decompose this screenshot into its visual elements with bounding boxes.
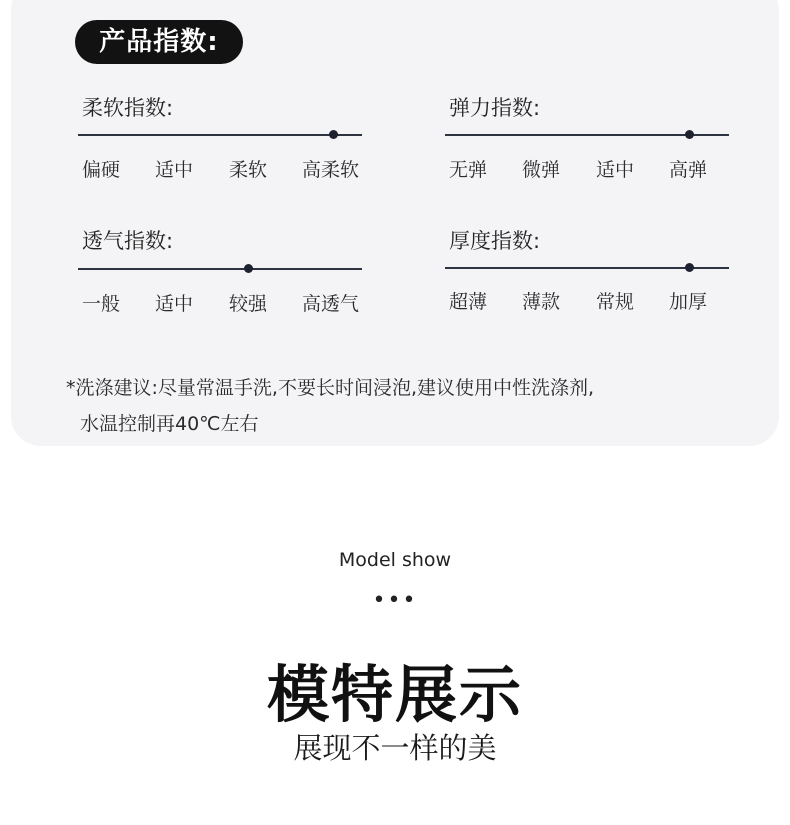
thickness-label-4: 加厚 [669, 291, 708, 313]
softness-dot [329, 130, 338, 139]
thickness-dot [685, 263, 694, 272]
model-show-subtitle: 展现不一样的美 [293, 731, 497, 765]
breathability-label-1: 一般 [82, 293, 121, 315]
breathability-dot [244, 264, 253, 273]
softness-title: 柔软指数: [82, 96, 174, 120]
elasticity-label-3: 适中 [596, 159, 635, 181]
washing-advice [66, 370, 746, 442]
breathability-track [78, 268, 362, 270]
elasticity-label-4: 高弹 [669, 159, 708, 181]
thickness-index [445, 225, 735, 345]
product-index-pill: 产品指数: [75, 20, 243, 64]
breathability-label-2: 适中 [155, 293, 194, 315]
washing-advice-line-1: *洗涤建议:尽量常温手洗,不要长时间浸泡,建议使用中性洗涤剂, [66, 377, 595, 399]
breathability-label-4: 高透气 [302, 293, 360, 315]
softness-label-3: 柔软 [229, 159, 268, 181]
elasticity-labels [449, 155, 739, 179]
elasticity-label-2: 微弹 [522, 159, 561, 181]
softness-label-2: 适中 [155, 159, 194, 181]
model-show-title: 模特展示 [266, 658, 523, 731]
softness-label-1: 偏硬 [82, 159, 121, 181]
model-show-english-title: Model show [338, 549, 452, 571]
thickness-label-1: 超薄 [449, 291, 488, 313]
elasticity-dot [685, 130, 694, 139]
breathability-label-3: 较强 [229, 293, 268, 315]
softness-index [78, 92, 368, 212]
thickness-title: 厚度指数: [449, 229, 541, 253]
thickness-label-2: 薄款 [522, 291, 561, 313]
thickness-label-3: 常规 [596, 291, 635, 313]
washing-advice-line-2: 水温控制再40℃左右 [80, 413, 259, 435]
softness-label-4: 高柔软 [302, 159, 360, 181]
ellipsis-dots: ••• [372, 588, 418, 613]
breathability-index [78, 225, 368, 345]
breathability-labels [82, 289, 372, 313]
softness-track [78, 134, 362, 136]
elasticity-title: 弹力指数: [449, 96, 541, 120]
breathability-title: 透气指数: [82, 229, 174, 253]
elasticity-label-1: 无弹 [449, 159, 488, 181]
elasticity-index [445, 92, 735, 212]
softness-labels [82, 155, 372, 179]
thickness-labels [449, 287, 739, 311]
